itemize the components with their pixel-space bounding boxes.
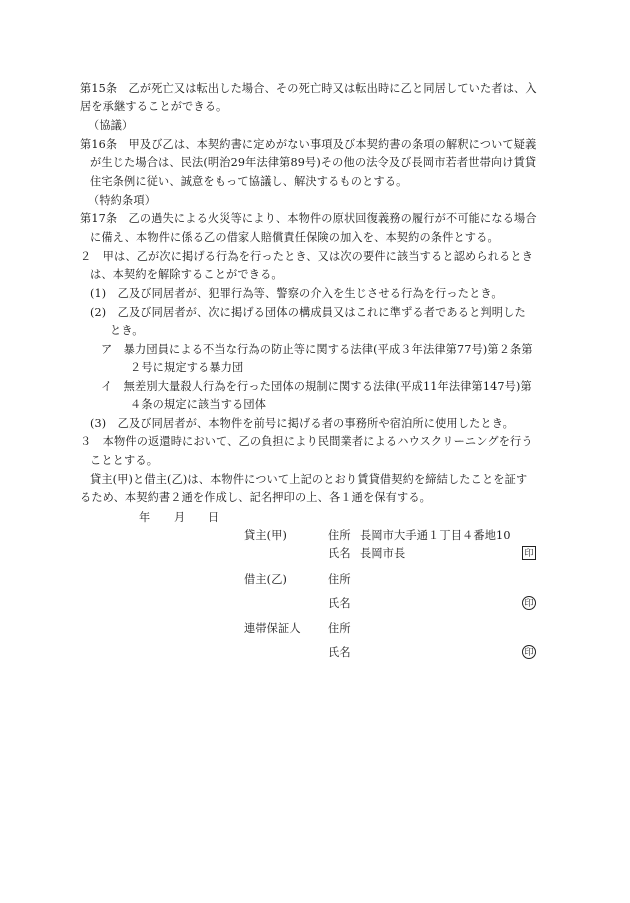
guarantor-name-label: 氏名: [328, 646, 351, 659]
heading-consultation: （協議）: [88, 119, 134, 132]
closing-line-2: るため、本契約書２通を作成し、記名押印の上、各１通を保有する。: [80, 491, 432, 504]
lessor-role: 貸主(甲): [244, 529, 288, 542]
article-17-line-1: 第17条 乙の過失による火災等により、本物件の原状回復義務の履行が不可能になる場合: [80, 212, 537, 225]
closing-line-1: 貸主(甲)と借主(乙)は、本物件について上記のとおり賃貸借契約を締結したことを証す: [90, 473, 528, 486]
subitem-i-line-1: イ 無差別大量殺人行為を行った団体の規制に関する法律(平成11年法律第147号)第: [101, 380, 532, 393]
lessor-address-label: 住所: [328, 529, 351, 542]
lessor-name-label: 氏名: [328, 547, 351, 560]
article-17-paragraph-3-line-2: こととする。: [90, 454, 159, 467]
article-16-line-1: 第16条 甲及び乙は、本契約書に定めがない事項及び本契約書の条項の解釈について疑義: [80, 138, 537, 151]
date-year: 年: [139, 511, 151, 524]
guarantor-seal-icon: 印: [522, 645, 536, 659]
article-17-paragraph-3-line-1: ３ 本物件の返還時において、乙の負担により民間業者によるハウスクリーニングを行う: [80, 435, 533, 448]
lessee-address-label: 住所: [328, 573, 351, 586]
guarantor-address-label: 住所: [328, 622, 351, 635]
subitem-i-line-2: ４条の規定に該当する団体: [130, 398, 267, 411]
article-15-line-1: 第15条 乙が死亡又は転出した場合、その死亡時又は転出時に乙と同居していた者は、入: [80, 82, 537, 95]
date-month: 月: [174, 511, 186, 524]
article-16-line-2: が生じた場合は、民法(明治29年法律第89号)その他の法令及び長岡市若者世帯向け賃貸: [90, 156, 537, 169]
item-2-line-2: とき。: [110, 324, 144, 337]
article-17-line-2: に備え、本物件に係る乙の借家人賠償責任保険の加入を、本契約の条件とする。: [90, 231, 499, 244]
date-day: 日: [208, 511, 220, 524]
lessor-address: 長岡市大手通１丁目４番地10: [360, 529, 511, 542]
guarantor-role: 連帯保証人: [244, 622, 301, 635]
lessor-name: 長岡市長: [360, 547, 406, 560]
lessee-seal-icon: 印: [522, 596, 536, 610]
article-17-paragraph-2-line-2: は、本契約を解除することができる。: [90, 268, 283, 281]
lessee-name-label: 氏名: [328, 597, 351, 610]
item-3: (3) 乙及び同居者が、本物件を前号に掲げる者の事務所や宿泊所に使用したとき。: [90, 417, 515, 430]
heading-special-terms: （特約条項）: [88, 194, 157, 207]
subitem-a-line-2: ２号に規定する暴力団: [130, 361, 244, 374]
article-16-line-3: 住宅条例に従い、誠意をもって協議し、解決するものとする。: [90, 175, 408, 188]
article-17-paragraph-2-line-1: ２ 甲は、乙が次に掲げる行為を行ったとき、又は次の要件に該当すると認められるとき: [80, 250, 534, 263]
lessor-seal-icon: 印: [522, 546, 536, 560]
lessee-role: 借主(乙): [244, 573, 288, 586]
item-2-line-1: (2) 乙及び同居者が、次に掲げる団体の構成員又はこれに準ずる者であると判明した: [90, 306, 526, 319]
article-15-line-2: 居を承継することができる。: [80, 100, 228, 113]
subitem-a-line-1: ア 暴力団員による不当な行為の防止等に関する法律(平成３年法律第77号)第２条第: [101, 343, 533, 356]
item-1: (1) 乙及び同居者が、犯罪行為等、警察の介入を生じさせる行為を行ったとき。: [90, 287, 503, 300]
